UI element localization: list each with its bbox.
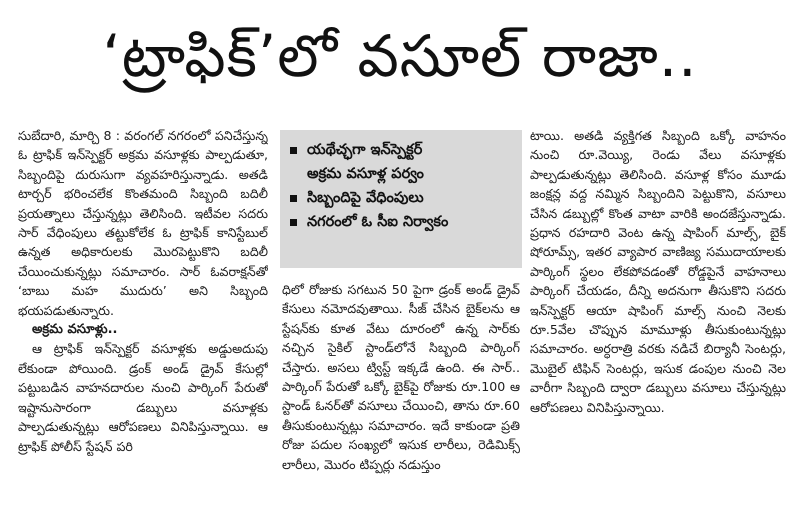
key-points-box [280,130,522,268]
headline: ‘ట్రాఫిక్’లో వసూల్ రాజా.. [102,22,698,90]
paragraph: ధిలో రోజుకు సగటున 50 పైగా డ్రంక్ అండ్ డ్రైవ్ కేసులు నమోదవుతాయి. సీజ్ చేసిన బైక్‌లను ఆ స్టేషన్‌కు కూత వేటు దూరంలో ఉన్న సార్‌కు నచ్చిన సైకిల్ స్టాండ్‌లోనే సిబ్బంది పార్కింగ్ చేస్తారు. అసలు ట్విస్ట్ ఇక్కడే ఉంది. ఈ సార్.. పార్కింగ్ పేరుతో ఒక్కో బైక్‌పై రోజుకు రూ.100 ఆ స్టాండ్ ఓనర్‌తో వసూలు చేయించి, తాను రూ.60 తీసుకుంటున్నట్లు సమాచారం. ఇదే కాకుండా ప్రతి రోజు పదుల సంఖ్యలో ఇసుక లారీలు, రెడిమిక్స్ లారీలు, మొరం టిప్పర్లు నడుస్తుం [282,282,520,472]
key-point [288,186,514,210]
bullet-square-icon [290,195,297,202]
article-column-2 [282,280,520,522]
article-column-1 [18,126,268,522]
paragraph: సుబేదారి, మార్చి 8 : వరంగల్ నగరంలో పనిచేస్తున్న ఓ ట్రాఫిక్ ఇన్‌స్పెక్టర్ అక్రమ వసూళ్లకు పాల్పడుతూ, సిబ్బందిపై దురుసుగా వ్యవహరిస్తున్నాడు. అతడి టార్చర్ భరించలేక కొంతమంది సిబ్బంది బదిలీ ప్రయత్నాలు చేస్తున్నట్లు తెలిసింది. ఇటీవల సదరు సార్ వేధింపులు తట్టుకోలేక ఓ ట్రాఫిక్ కానిస్టేబుల్ ఉన్నత అధికారులకు మొరపెట్టుకొని బదిలీ చేయించుకున్నట్లు సమాచారం. సార్ ఓవరాక్షన్‌తో ‘బాబు మహ ముదురు’ అని సిబ్బంది భయపడుతున్నారు. [18,128,268,318]
key-point [288,210,514,234]
bullet-square-icon [290,219,297,226]
paragraph: ఆ ట్రాఫిక్ ఇన్‌స్పెక్టర్ వసూళ్లకు అడ్డుఅదుపు లేకుండా పోయింది. డ్రంక్ అండ్ డ్రైవ్ కేసుల్లో పట్టుబడిన వాహనదారుల నుంచి పార్కింగ్ పేరుతో ఇష్టానుసారంగా డబ్బులు వసూళ్లకు పాల్పడుతున్నట్లు ఆరోపణలు వినిపిస్తున్నాయి. ఆ ట్రాఫిక్ పోలీస్ స్టేషన్ పరి [18,341,268,454]
key-point-text: సిబ్బందిపై వేధింపులు [307,190,424,206]
key-point-text: యథేచ్ఛగా ఇన్‌స్పెక్టర్ [307,142,423,158]
key-point-continuation [288,162,514,186]
subheading: అక్రమ వసూళ్లు.. [32,322,118,338]
paragraph: టాయి. అతడి వ్యక్తిగత సిబ్బంది ఒక్కో వాహనం నుంచి రూ.వెయ్యి, రెండు వేలు వసూళ్లకు పాల్పడుతున్నట్లు తెలిసింది. వసూళ్ల కోసం మూడు జంక్షన్ల వద్ద నమ్మిన సిబ్బందిని పెట్టుకొని, వసూలు చేసిన డబ్బుల్లో కొంత వాటా వారికి అందజేస్తున్నాడు. ప్రధాన రహదారి వెంట ఉన్న షాపింగ్ మాల్స్, బైక్ షోరూమ్స్, ఇతర వ్యాపార వాణిజ్య సముదాయాలకు పార్కింగ్ స్థలం లేకపోవడంతో రోడ్డపైనే వాహనాలు పార్కింగ్ చేయడం, దీన్ని అదనుగా తీసుకొని సదరు ఇన్‌స్పెక్టర్ ఆయా షాపింగ్ మాల్స్ నుంచి నెలకు రూ.5వేల చొప్పున మామూళ్లు తీసుకుంటున్నట్లు సమాచారం. అర్ధరాత్రి వరకు నడిచే బిర్యానీ సెంటర్లు, మొబైల్ టిఫిన్ సెంటర్లు, ఇసుక డంపుల నుంచి నెల వారీగా సిబ్బంది ద్వారా డబ్బులు వసూలు చేస్తున్నట్లు ఆరోపణలు వినిపిస్తున్నాయి. [530,128,786,415]
key-point-text: అక్రమ వసూళ్ల పర్వం [307,166,424,182]
key-point-text: నగరంలో ఓ సీఐ నిర్వాకం [307,214,449,230]
bullet-square-icon [290,147,297,154]
article-column-3 [530,126,786,522]
key-point [288,138,514,162]
